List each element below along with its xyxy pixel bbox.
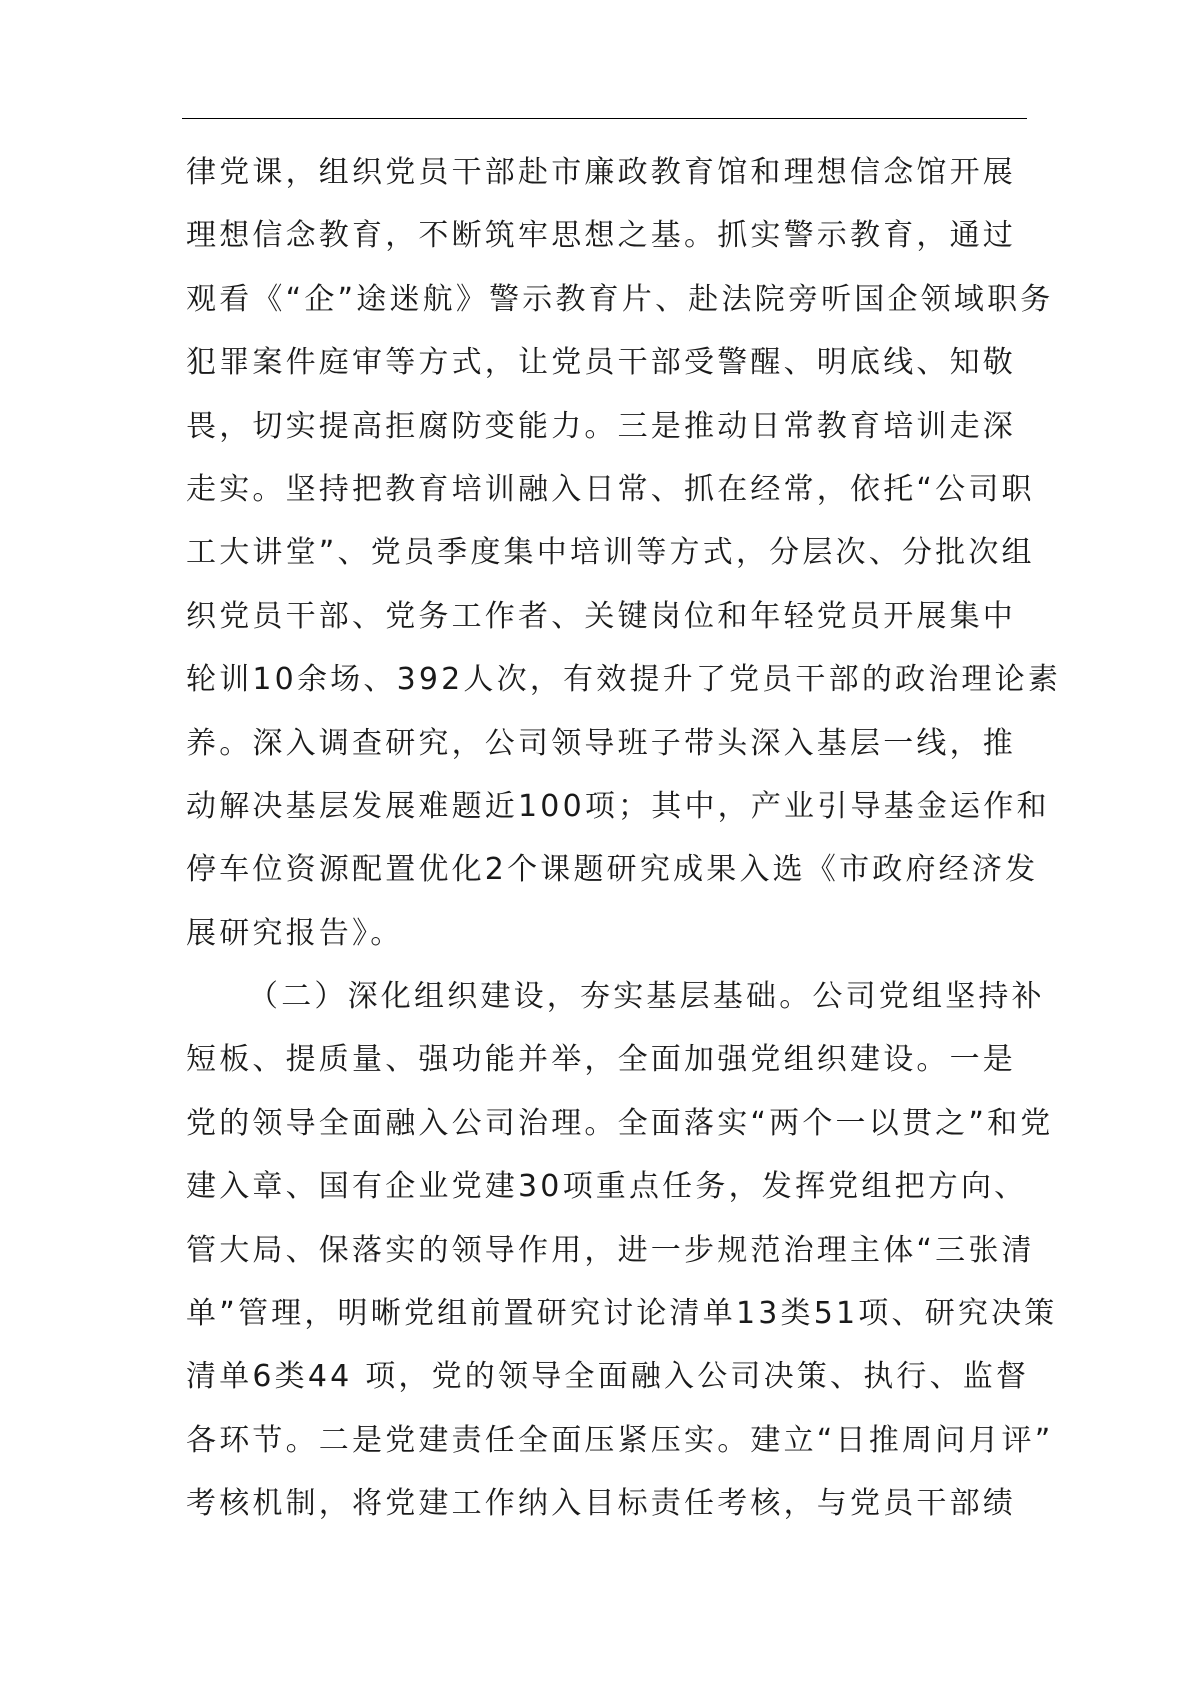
text-line: 律党课，组织党员干部赴市廉政教育馆和理想信念馆开展 — [186, 155, 1016, 190]
text-line: 展研究报告》。 — [186, 915, 404, 951]
text-line: 轮训10余场、392人次，有效提升了党员干部的政治理论素 — [186, 662, 1062, 698]
text-line: 单”管理，明晰党组前置研究讨论清单13类51项、研究决策 — [186, 1296, 1058, 1332]
text-line: 织党员干部、党务工作者、关键岗位和年轻党员开展集中 — [186, 598, 1016, 634]
text-line: 畏，切实提高拒腐防变能力。三是推动日常教育培训走深 — [186, 408, 1016, 444]
text-line: 观看《“企”途迷航》警示教育片、赴法院旁听国企领域职务 — [186, 281, 1054, 317]
text-line: 犯罪案件庭审等方式，让党员干部受警醒、明底线、知敬 — [186, 345, 1016, 381]
text-line: 理想信念教育，不断筑牢思想之基。抓实警示教育，通过 — [186, 218, 1016, 254]
text-line: 建入章、国有企业党建30项重点任务，发挥党组把方向、 — [186, 1169, 1028, 1205]
text-line: 考核机制，将党建工作纳入目标责任考核，与党员干部绩 — [186, 1486, 1016, 1522]
text-line: 各环节。二是党建责任全面压紧压实。建立“日推周问月评” — [186, 1422, 1054, 1458]
text-line: 短板、提质量、强功能并举，全面加强党组织建设。一是 — [186, 1042, 1016, 1078]
header-rule — [182, 118, 1027, 119]
text-line: 养。深入调查研究，公司领导班子带头深入基层一线，推 — [186, 725, 1016, 761]
section-heading-line: （二）深化组织建设，夯实基层基础。公司党组坚持补 — [248, 979, 1045, 1015]
text-line: 停车位资源配置优化2个课题研究成果入选《市政府经济发 — [186, 852, 1039, 888]
document-body — [186, 141, 1062, 1536]
text-line: 清单6类44 项，党的领导全面融入公司决策、执行、监督 — [186, 1359, 1030, 1395]
text-line: 动解决基层发展难题近100项；其中，产业引导基金运作和 — [186, 788, 1050, 824]
text-line: 管大局、保落实的领导作用，进一步规范治理主体“三张清 — [186, 1232, 1035, 1268]
text-line: 工大讲堂”、党员季度集中培训等方式，分层次、分批次组 — [186, 535, 1035, 571]
text-line: 党的领导全面融入公司治理。全面落实“两个一以贯之”和党 — [186, 1105, 1054, 1141]
text-line: 走实。坚持把教育培训融入日常、抓在经常，依托“公司职 — [186, 471, 1035, 507]
